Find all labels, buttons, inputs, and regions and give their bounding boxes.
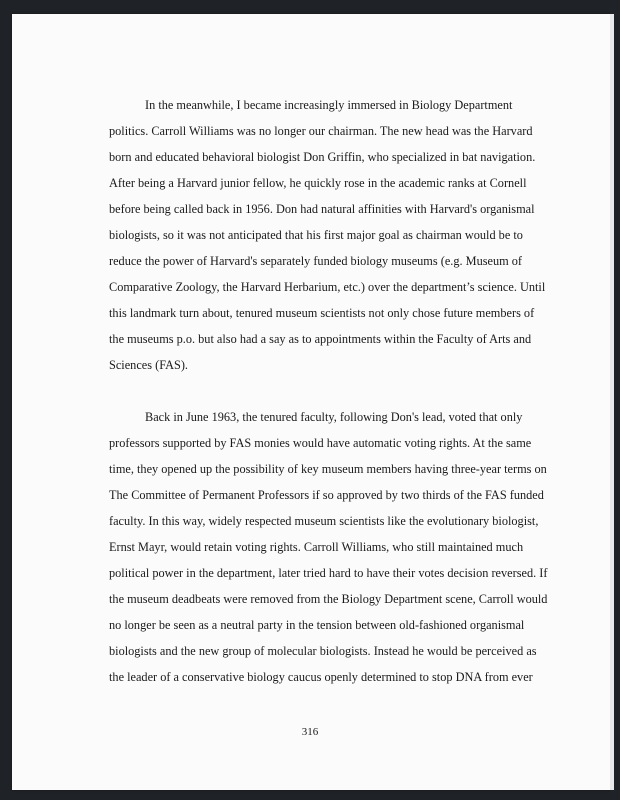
- text-line: Ernst Mayr, would retain voting rights. Carroll Williams, who still maintained much: [109, 540, 524, 554]
- text-line: before being called back in 1956. Don had natural affinities with Harvard's organismal: [109, 202, 535, 216]
- text-line: Back in June 1963, the tenured faculty, following Don's lead, voted that only: [145, 410, 523, 424]
- text-line: reduce the power of Harvard's separately funded biology museums (e.g. Museum of: [109, 254, 523, 268]
- page-number: 316: [301, 726, 319, 738]
- page-edge: [610, 14, 614, 790]
- text-line: In the meanwhile, I became increasingly immersed in Biology Department: [145, 98, 513, 112]
- text-line: After being a Harvard junior fellow, he quickly rose in the academic ranks at Cornell: [109, 176, 527, 190]
- text-line: The Committee of Permanent Professors if so approved by two thirds of the FAS funded: [109, 488, 544, 502]
- text-line: faculty. In this way, widely respected museum scientists like the evolutionary biologist,: [109, 514, 539, 528]
- text-line: Comparative Zoology, the Harvard Herbarium, etc.) over the department’s science. Until: [109, 280, 546, 294]
- text-line: biologists, so it was not anticipated that his first major goal as chairman would be to: [109, 228, 523, 242]
- text-line: politics. Carroll Williams was no longer our chairman. The new head was the Harvard: [109, 124, 533, 138]
- text-line: born and educated behavioral biologist Don Griffin, who specialized in bat navigation.: [109, 150, 536, 164]
- text-line: time, they opened up the possibility of key museum members having three-year terms on: [109, 462, 547, 476]
- text-line: professors supported by FAS monies would have automatic voting rights. At the same: [109, 436, 532, 450]
- text-line: political power in the department, later tried hard to have their votes decision reversed. If: [109, 566, 548, 580]
- text-line: biologists and the new group of molecular biologists. Instead he would be perceived as: [109, 644, 537, 658]
- text-line: no longer be seen as a neutral party in the tension between old-fashioned organismal: [109, 618, 525, 632]
- text-line: Sciences (FAS).: [109, 358, 189, 372]
- text-line: this landmark turn about, tenured museum scientists not only chose future members of: [109, 306, 535, 320]
- text-line: the museums p.o. but also had a say as to appointments within the Faculty of Arts and: [109, 332, 532, 346]
- text-line: the museum deadbeats were removed from the Biology Department scene, Carroll would: [109, 592, 548, 606]
- text-line: the leader of a conservative biology caucus openly determined to stop DNA from ever: [109, 670, 533, 684]
